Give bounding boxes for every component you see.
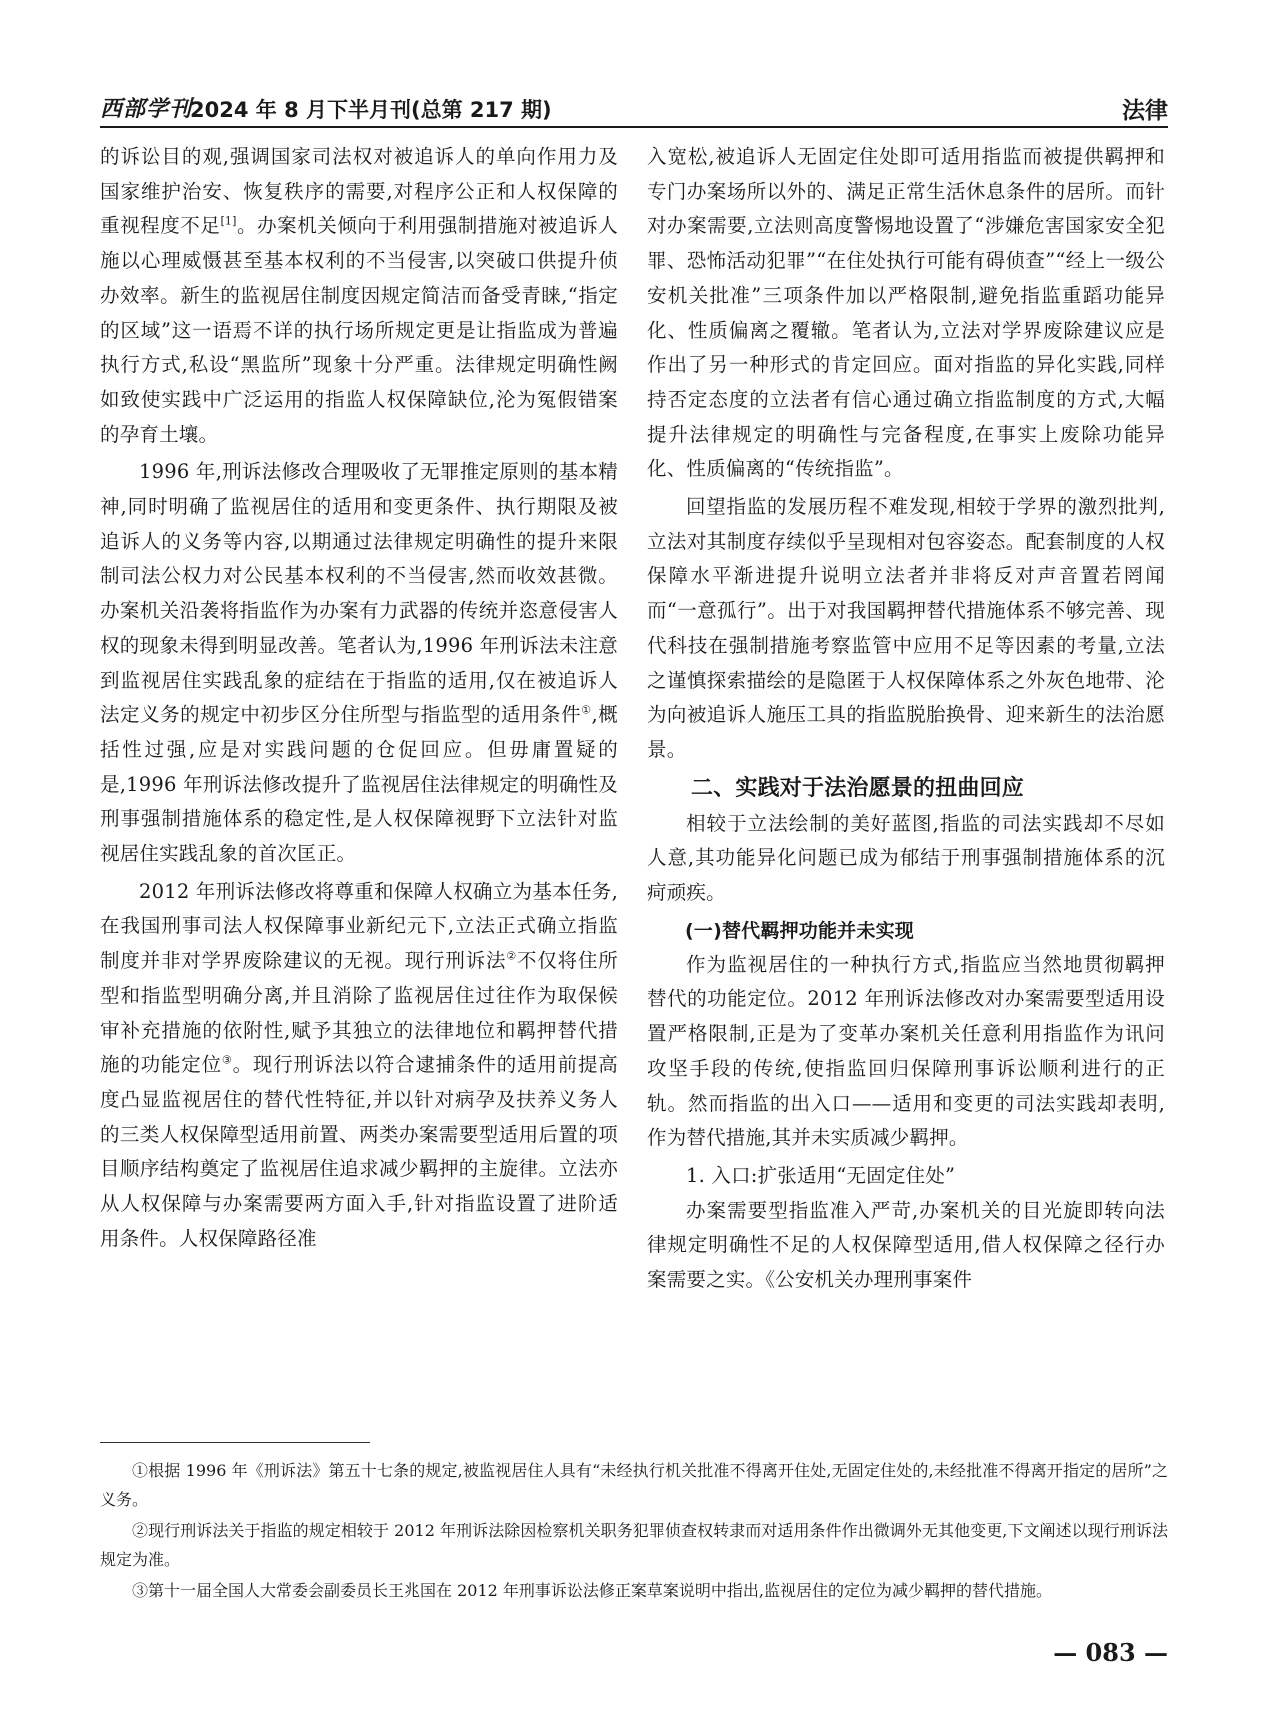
paragraph: 办案需要型指监准入严苛,办案机关的目光旋即转向法律规定明确性不足的人权保障型适用,借人权保障之径行办案需要之实。《公安机关办理刑事案件: [647, 1198, 1165, 1292]
footnote: ②现行刑诉法关于指监的规定相较于 2012 年刑诉法除因检察机关职务犯罪侦查权转隶而对适用条件作出微调外无其他变更,下文阐述以现行刑诉法规定为准。: [100, 1521, 1168, 1569]
paragraph: 入宽松,被追诉人无固定住处即可适用指监而被提供羁押和专门办案场所以外的、满足正常生活休息条件的居所。而针对办案需要,立法则高度警惕地设置了“涉嫌危害国家安全犯罪、恐怖活动犯罪”“在住处执行可能有碍侦查”“经上一级公安机关批准”三项条件加以严格限制,避免指监重蹈功能异化、性质偏离之覆辙。笔者认为,立法对学界废除建议应是作出了另一种形式的肯定回应。面对指监的异化实践,同样持否定态度的立法者有信心通过确立指监制度的方式,大幅提升法律规定的明确性与完备程度,在事实上废除功能异化、性质偏离的“传统指监”。: [647, 145, 1165, 481]
footnote-ref: ②: [506, 949, 518, 963]
right-column: [647, 140, 1165, 1301]
footnote-ref: ①: [581, 703, 592, 717]
section-title: 法律: [1122, 98, 1168, 124]
footnote: ③第十一届全国人大常委会副委员长王兆国在 2012 年刑事诉讼法修正案草案说明中指出,监视居住的定位为减少羁押的替代措施。: [132, 1581, 1052, 1600]
section-heading: 二、实践对于法治愿景的扭曲回应: [691, 775, 1025, 801]
footnotes: [100, 1456, 1168, 1607]
sub-subsection-heading: 1. 入口:扩张适用“无固定住处”: [686, 1163, 956, 1187]
paragraph: 相较于立法绘制的美好蓝图,指监的司法实践却不尽如人意,其功能异化问题已成为郁结于刑事强制措施体系的沉疴顽疾。: [647, 811, 1165, 905]
left-column: [100, 140, 618, 1260]
paragraph: 作为监视居住的一种执行方式,指监应当然地贯彻羁押替代的功能定位。2012 年刑诉法修改对办案需要型适用设置严格限制,正是为了变革办案机关任意利用指监作为讯问攻坚手段的传统,使指监回归保障刑事诉讼顺利进行的正轨。然而指监的出入口——适用和变更的司法实践却表明,作为替代措施,其并未实质减少羁押。: [647, 952, 1165, 1150]
running-header: [100, 88, 1168, 128]
paragraph: 2012 年刑诉法修改将尊重和保障人权确立为基本任务,在我国刑事司法人权保障事业新纪元下,立法正式确立指监制度并非对学界废除建议的无视。现行刑诉法②不仅将住所型和指监型明确分离,并且消除了监视居住过往作为取保候审补充措施的依附性,赋予其独立的法律地位和羁押替代措施的功能定位③。现行刑诉法以符合逮捕条件的适用前提高度凸显监视居住的替代性特征,并以针对病孕及扶养义务人的三类人权保障型适用前置、两类办案需要型适用后置的项目顺序结构奠定了监视居住追求减少羁押的主旋律。立法亦从人权保障与办案需要两方面入手,针对指监设置了进阶适用条件。人权保障路径准: [100, 879, 618, 1250]
subsection-heading: (一)替代羁押功能并未实现: [685, 919, 914, 942]
page-number: — 083 —: [1053, 1638, 1168, 1667]
paragraph: 1996 年,刑诉法修改合理吸收了无罪推定原则的基本精神,同时明确了监视居住的适用和变更条件、执行期限及被追诉人的义务等内容,以期通过法律规定明确性的提升来限制司法公权力对公民基本权利的不当侵害,然而收效甚微。办案机关沿袭将指监作为办案有力武器的传统并恣意侵害人权的现象未得到明显改善。笔者认为,1996 年刑诉法未注意到监视居住实践乱象的症结在于指监的适用,仅在被追诉人法定义务的规定中初步区分住所型与指监型的适用条件①,概括性过强,应是对实践问题的仓促回应。但毋庸置疑的是,1996 年刑诉法修改提升了监视居住法律规定的明确性及刑事强制措施体系的稳定性,是人权保障视野下立法针对监视居住实践乱象的首次匡正。: [100, 460, 618, 866]
citation-ref: [1]: [220, 214, 237, 228]
paragraph: 回望指监的发展历程不难发现,相较于学界的激烈批判,立法对其制度存续似乎呈现相对包容姿态。配套制度的人权保障水平渐进提升说明立法者并非将反对声音置若罔闻而“一意孤行”。出于对我国羁押替代措施体系不够完善、现代科技在强制措施考察监管中应用不足等因素的考量,立法之谨慎探索描绘的是隐匿于人权保障体系之外灰色地带、沦为向被追诉人施压工具的指监脱胎换骨、迎来新生的法治愿景。: [647, 495, 1165, 761]
paragraph: 的诉讼目的观,强调国家司法权对被追诉人的单向作用力及国家维护治安、恢复秩序的需要,对程序公正和人权保障的重视程度不足[1]。办案机关倾向于利用强制措施对被追诉人施以心理威慑甚至基本权利的不当侵害,以突破口供提升侦办效率。新生的监视居住制度因规定简洁而备受青睐,“指定的区域”这一语焉不详的执行场所规定更是让指监成为普遍执行方式,私设“黑监所”现象十分严重。法律规定明确性阙如致使实践中广泛运用的指监人权保障缺位,沦为冤假错案的孕育土壤。: [100, 145, 618, 446]
journal-logo: 西部学刊: [100, 96, 193, 122]
issue-info: 2024 年 8 月下半月刊(总第 217 期): [190, 98, 552, 122]
footnote: ①根据 1996 年《刑诉法》第五十七条的规定,被监视居住人具有“未经执行机关批准不得离开住处,无固定住处的,未经批准不得离开指定的居所”之义务。: [100, 1461, 1168, 1509]
footnote-ref: ③: [221, 1053, 233, 1067]
footnote-divider: [100, 1442, 370, 1443]
